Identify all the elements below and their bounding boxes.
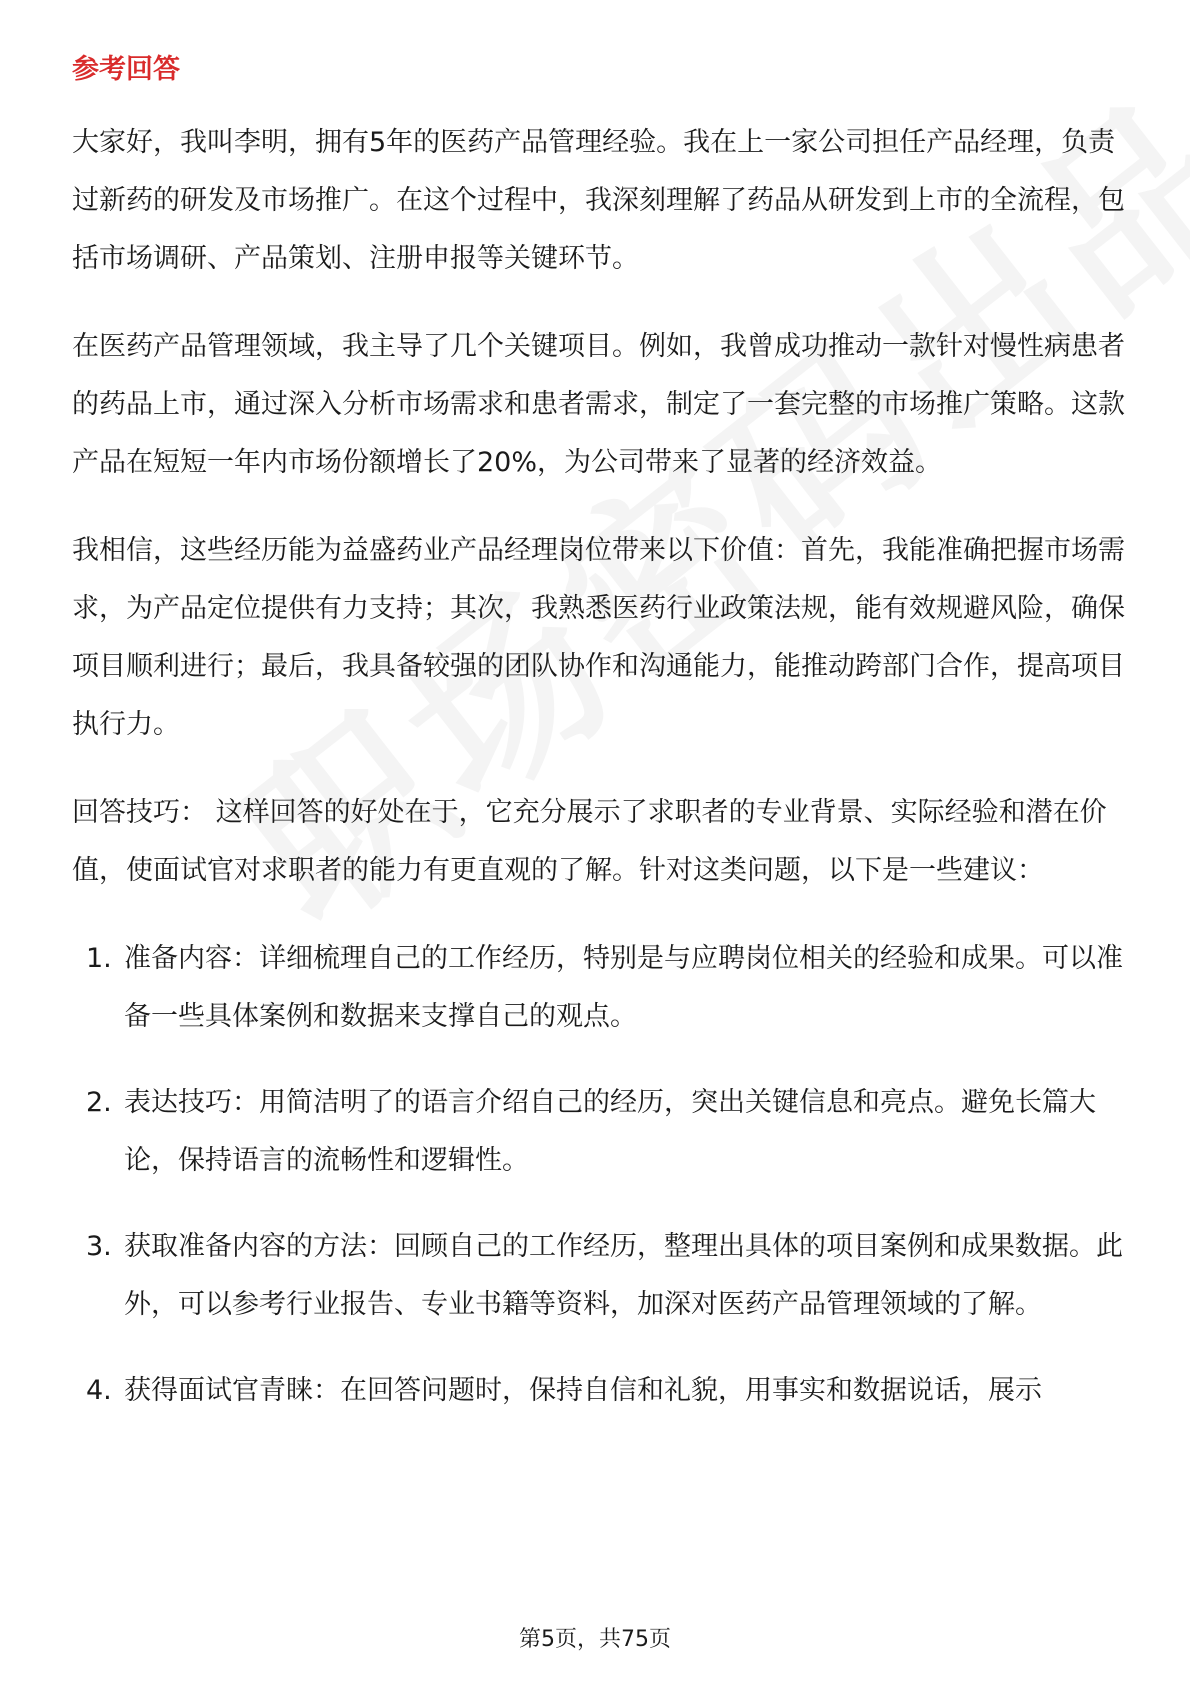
list-item-text: 准备内容：详细梳理自己的工作经历，特别是与应聘岗位相关的经验和成果。可以准备一些具体案例和数据来支撑自己的观点。 [124,943,1123,1032]
list-item [72,1362,1130,1420]
answer-content [72,114,1130,1448]
list-item-number: 1. [86,943,112,974]
section-title: 参考回答 [72,54,180,85]
list-item-text: 获得面试官青睐：在回答问题时，保持自信和礼貌，用事实和数据说话，展示 [124,1375,1042,1406]
paragraph-value: 我相信，这些经历能为益盛药业产品经理岗位带来以下价值：首先，我能准确把握市场需求，为产品定位提供有力支持；其次，我熟悉医药行业政策法规，能有效规避风险，确保项目顺利进行；最后，我具备较强的团队协作和沟通能力，能推动跨部门合作，提高项目执行力。 [72,535,1125,740]
list-item [72,1218,1130,1334]
list-item-number: 3. [86,1231,112,1262]
paragraph-projects: 在医药产品管理领域，我主导了几个关键项目。例如，我曾成功推动一款针对慢性病患者的药品上市，通过深入分析市场需求和患者需求，制定了一套完整的市场推广策略。这款产品在短短一年内市场份额增长了20%，为公司带来了显著的经济效益。 [72,331,1125,478]
list-item [72,930,1130,1046]
paragraph-tips-intro: 回答技巧： 这样回答的好处在于，它充分展示了求职者的专业背景、实际经验和潜在价值，使面试官对求职者的能力有更直观的了解。针对这类问题，以下是一些建议： [72,797,1107,886]
list-item-text: 获取准备内容的方法：回顾自己的工作经历，整理出具体的项目案例和成果数据。此外，可以参考行业报告、专业书籍等资料，加深对医药产品管理领域的了解。 [124,1231,1123,1320]
list-item-text: 表达技巧：用简洁明了的语言介绍自己的经历，突出关键信息和亮点。避免长篇大论，保持语言的流畅性和逻辑性。 [124,1087,1096,1176]
list-item-number: 4. [86,1375,112,1406]
tips-list [72,930,1130,1420]
list-item [72,1074,1130,1190]
paragraph-intro: 大家好，我叫李明，拥有5年的医药产品管理经验。我在上一家公司担任产品经理，负责过新药的研发及市场推广。在这个过程中，我深刻理解了药品从研发到上市的全流程，包括市场调研、产品策划、注册申报等关键环节。 [72,127,1125,274]
page-number: 第5页，共75页 [519,1627,671,1652]
list-item-number: 2. [86,1087,112,1118]
